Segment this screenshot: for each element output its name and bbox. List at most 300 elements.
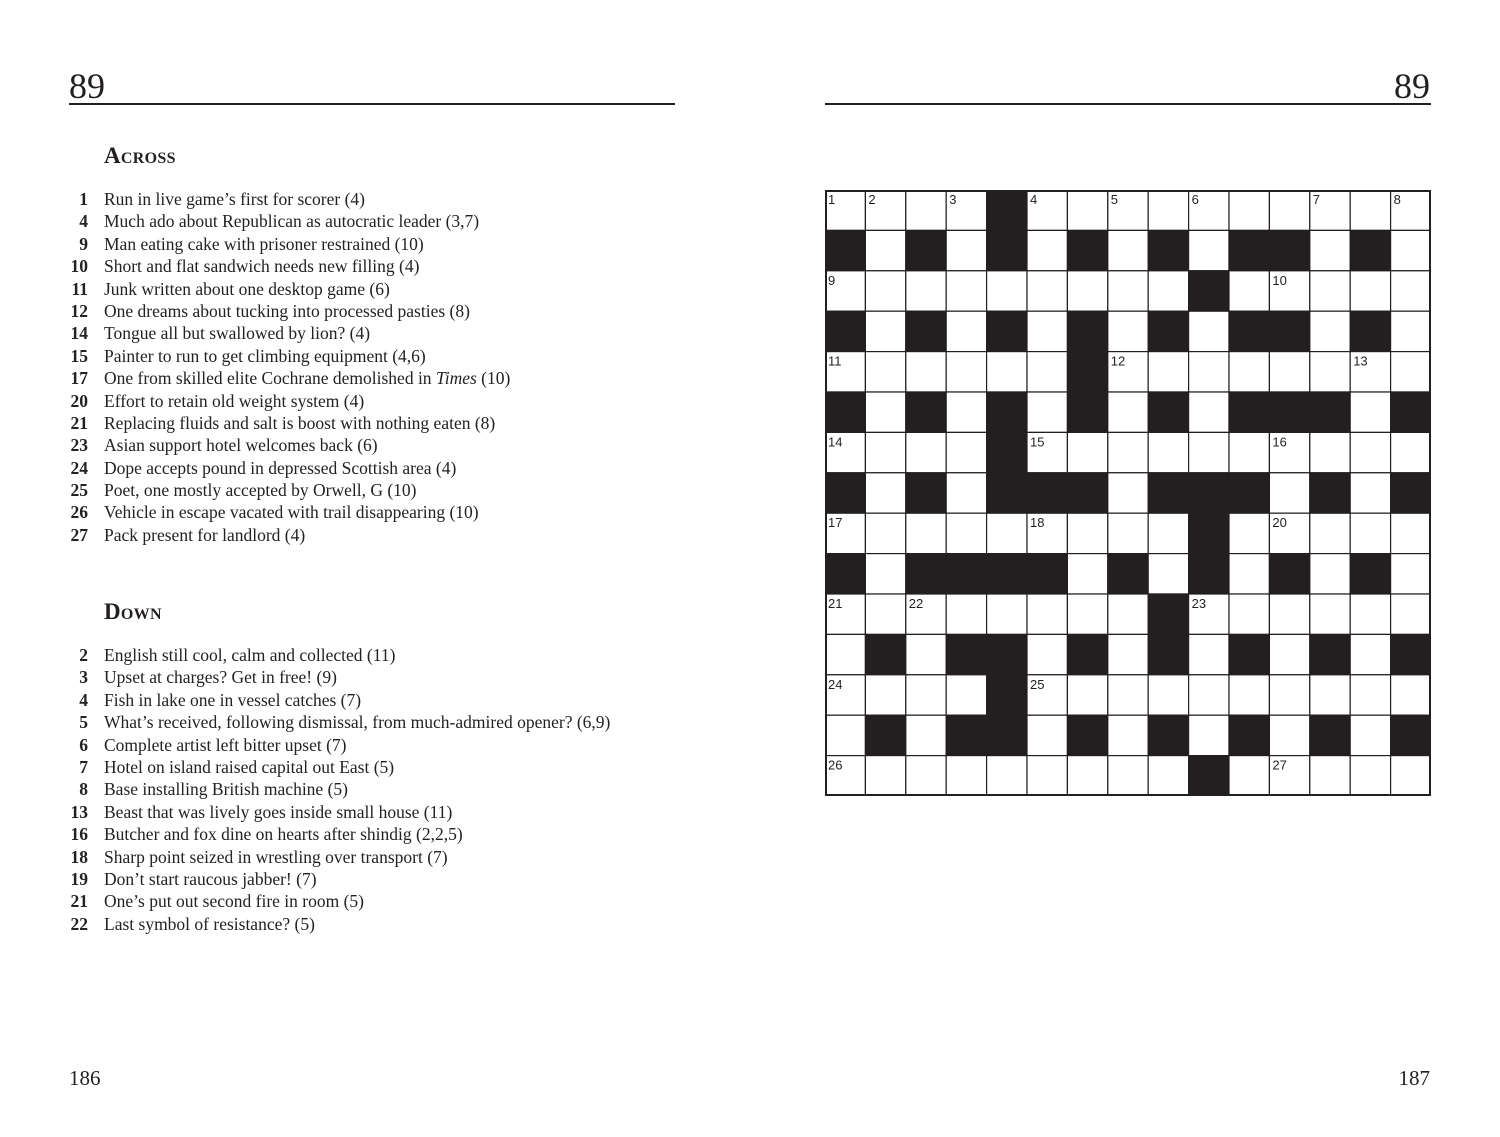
clue-number: 8: [79, 779, 88, 800]
down-clue: [60, 756, 720, 778]
grid-block: [1391, 473, 1431, 513]
grid-cell[interactable]: [1310, 230, 1350, 270]
header-rule: [69, 103, 675, 105]
clue-text: Man eating cake with prisoner restrained (10): [104, 233, 424, 254]
grid-cell[interactable]: [1067, 432, 1107, 472]
across-heading: Across: [104, 143, 176, 168]
grid-cell[interactable]: [1310, 311, 1350, 351]
grid-cell[interactable]: [1269, 473, 1309, 513]
grid-block: [946, 554, 986, 594]
grid-cell[interactable]: [1027, 392, 1067, 432]
grid-block: [1229, 392, 1269, 432]
right-page: [750, 0, 1500, 1137]
grid-block: [987, 675, 1027, 715]
grid-cell[interactable]: [1269, 352, 1309, 392]
cell-number: 2: [868, 192, 876, 207]
grid-cell[interactable]: [1108, 513, 1148, 553]
grid-block: [825, 473, 865, 513]
clue-number: 12: [70, 300, 88, 321]
cell-number: 10: [1272, 272, 1287, 288]
cell-number: 23: [1191, 596, 1207, 611]
grid-cell[interactable]: [1350, 756, 1390, 796]
grid-cell[interactable]: [1391, 756, 1431, 796]
grid-cell[interactable]: [1350, 715, 1390, 755]
down-clue: [60, 846, 720, 868]
grid-block: [1189, 756, 1229, 796]
grid-block: [987, 715, 1027, 755]
grid-cell[interactable]: [1027, 230, 1067, 270]
grid-cell[interactable]: [865, 352, 905, 392]
grid-cell[interactable]: [1067, 675, 1107, 715]
grid-cell[interactable]: [1108, 311, 1148, 351]
grid-block: [1350, 554, 1390, 594]
grid-cell[interactable]: [1189, 675, 1229, 715]
cell-number: 13: [1353, 353, 1368, 369]
grid-cell[interactable]: [1027, 271, 1067, 311]
grid-cell[interactable]: [906, 675, 946, 715]
header-rule: [825, 103, 1431, 105]
clue-number: 15: [70, 345, 88, 366]
clue-text: Last symbol of resistance? (5): [104, 913, 315, 934]
clue-text: Beast that was lively goes inside small house (11): [104, 801, 453, 822]
grid-block: [1189, 271, 1229, 311]
grid-cell[interactable]: [987, 513, 1027, 553]
grid-cell[interactable]: [1108, 432, 1148, 472]
clue-number: 1: [79, 189, 88, 209]
grid-block: [1229, 473, 1269, 513]
clue-number: 5: [79, 712, 88, 733]
grid-block: [1229, 715, 1269, 755]
clue-number: 24: [70, 457, 88, 478]
grid-cell[interactable]: [946, 513, 986, 553]
page-number: 187: [1398, 1066, 1430, 1090]
cell-number: 4: [1030, 192, 1038, 207]
across-clue: [60, 210, 720, 232]
grid-cell[interactable]: [1269, 715, 1309, 755]
grid-cell[interactable]: [1067, 554, 1107, 594]
grid-block: [1027, 554, 1067, 594]
grid-cell[interactable]: [1391, 271, 1431, 311]
clue-text: Much ado about Republican as autocratic leader (3,7): [104, 211, 480, 232]
grid-cell[interactable]: [946, 311, 986, 351]
grid-cell[interactable]: [1067, 271, 1107, 311]
grid-cell[interactable]: [1067, 756, 1107, 796]
grid-cell[interactable]: [1108, 675, 1148, 715]
grid-cell[interactable]: [1148, 756, 1188, 796]
down-clue: [60, 666, 720, 688]
grid-cell[interactable]: [1391, 594, 1431, 634]
down-clue: [60, 689, 720, 711]
grid-block: [825, 230, 865, 270]
grid-block: [1027, 473, 1067, 513]
grid-cell[interactable]: [1148, 271, 1188, 311]
cell-number: 26: [828, 757, 843, 773]
grid-cell[interactable]: [1391, 675, 1431, 715]
grid-cell[interactable]: [1108, 473, 1148, 513]
grid-cell[interactable]: [1189, 352, 1229, 392]
grid-cell[interactable]: [1108, 756, 1148, 796]
grid-cell[interactable]: [1391, 432, 1431, 472]
cell-number: 6: [1191, 192, 1199, 207]
across-clue: [60, 501, 720, 523]
clue-number: 20: [70, 390, 88, 411]
clue-number: 27: [70, 524, 88, 545]
grid-cell[interactable]: [1108, 594, 1148, 634]
grid-cell[interactable]: [1391, 554, 1431, 594]
across-clue: [60, 322, 720, 344]
grid-cell[interactable]: [1269, 634, 1309, 674]
cell-number: 7: [1312, 192, 1321, 207]
grid-cell[interactable]: [946, 594, 986, 634]
grid-cell[interactable]: [1027, 756, 1067, 796]
grid-block: [1391, 715, 1431, 755]
clue-number: 7: [79, 756, 88, 777]
clue-number: 21: [70, 412, 88, 433]
cell-number: 27: [1272, 757, 1287, 773]
clue-text: English still cool, calm and collected (11): [104, 645, 396, 665]
grid-cell[interactable]: [1027, 634, 1067, 674]
page-number: 186: [69, 1066, 101, 1090]
grid-cell[interactable]: [1027, 594, 1067, 634]
grid-block: [1067, 634, 1107, 674]
grid-cell[interactable]: [906, 271, 946, 311]
grid-cell[interactable]: [1067, 513, 1107, 553]
grid-block: [1310, 473, 1350, 513]
grid-block: [987, 230, 1027, 270]
grid-block: [825, 554, 865, 594]
across-clue: [60, 479, 720, 501]
grid-block: [1189, 554, 1229, 594]
grid-cell[interactable]: [1310, 756, 1350, 796]
grid-block: [865, 715, 905, 755]
cell-number: 12: [1110, 353, 1126, 369]
grid-cell[interactable]: [1108, 392, 1148, 432]
grid-block: [1148, 715, 1188, 755]
down-clue: [60, 868, 720, 890]
clue-text: Pack present for landlord (4): [104, 524, 306, 545]
grid-block: [825, 311, 865, 351]
grid-cell[interactable]: [906, 352, 946, 392]
grid-block: [1189, 473, 1229, 513]
grid-cell[interactable]: [1229, 554, 1269, 594]
across-clue: [60, 524, 720, 546]
grid-cell[interactable]: [1391, 352, 1431, 392]
grid-cell[interactable]: [987, 756, 1027, 796]
grid-block: [1229, 311, 1269, 351]
grid-cell[interactable]: [1189, 392, 1229, 432]
grid-cell[interactable]: [1350, 594, 1390, 634]
cell-number: 20: [1272, 515, 1287, 531]
clue-number: 4: [79, 689, 88, 710]
grid-cell[interactable]: [1310, 594, 1350, 634]
grid-cell[interactable]: [1350, 634, 1390, 674]
grid-cell[interactable]: [946, 271, 986, 311]
clue-number: 26: [70, 502, 88, 523]
clue-number: 13: [70, 801, 88, 822]
grid-cell[interactable]: [1350, 513, 1390, 553]
clue-text: What’s received, following dismissal, from much-admired opener? (6,9): [104, 712, 611, 733]
grid-cell[interactable]: [1229, 432, 1269, 472]
across-clue: [60, 345, 720, 367]
clue-text: Don’t start raucous jabber! (7): [104, 868, 317, 889]
clue-number: 3: [79, 667, 88, 688]
grid-cell[interactable]: [1391, 513, 1431, 553]
grid-block: [1067, 392, 1107, 432]
clue-text: Vehicle in escape vacated with trail disappearing (10): [104, 502, 479, 523]
grid-cell[interactable]: [1391, 230, 1431, 270]
cell-number: 16: [1272, 434, 1287, 450]
grid-cell[interactable]: [825, 634, 865, 674]
grid-cell[interactable]: [906, 715, 946, 755]
clue-text: Junk written about one desktop game (6): [104, 278, 390, 299]
grid-cell[interactable]: [1067, 190, 1107, 230]
grid-cell[interactable]: [865, 311, 905, 351]
clue-number: 23: [70, 435, 88, 456]
clue-text: Replacing fluids and salt is boost with nothing eaten (8): [104, 412, 496, 433]
grid-cell[interactable]: [1108, 715, 1148, 755]
grid-cell[interactable]: [1269, 594, 1309, 634]
clue-text: One from skilled elite Cochrane demolished in Times (10): [104, 368, 511, 389]
cell-number: 18: [1030, 515, 1045, 531]
grid-block: [1148, 473, 1188, 513]
grid-block: [987, 432, 1027, 472]
grid-cell[interactable]: [865, 473, 905, 513]
grid-cell[interactable]: [987, 271, 1027, 311]
grid-block: [1310, 392, 1350, 432]
grid-cell[interactable]: [825, 715, 865, 755]
grid-cell[interactable]: [1229, 190, 1269, 230]
puzzle-number: 89: [1394, 66, 1430, 106]
cell-number: 24: [828, 676, 843, 692]
grid-cell[interactable]: [987, 594, 1027, 634]
clue-text: Short and flat sandwich needs new filling (4): [104, 256, 420, 277]
grid-cell[interactable]: [1229, 594, 1269, 634]
grid-cell[interactable]: [1148, 432, 1188, 472]
grid-cell[interactable]: [1310, 352, 1350, 392]
grid-cell[interactable]: [1108, 634, 1148, 674]
clue-number: 9: [79, 233, 88, 254]
clue-text: Tongue all but swallowed by lion? (4): [104, 323, 371, 344]
grid-cell[interactable]: [946, 675, 986, 715]
across-clue: [60, 434, 720, 456]
cell-number: 3: [949, 192, 957, 207]
grid-cell[interactable]: [1310, 554, 1350, 594]
grid-cell[interactable]: [946, 756, 986, 796]
clue-number: 14: [70, 323, 88, 344]
grid-cell[interactable]: [1350, 392, 1390, 432]
grid-cell[interactable]: [1148, 675, 1188, 715]
down-clue: [60, 711, 720, 733]
across-clue: [60, 390, 720, 412]
grid-block: [1269, 311, 1309, 351]
cell-number: 9: [828, 272, 836, 288]
grid-cell[interactable]: [1350, 190, 1390, 230]
grid-block: [987, 554, 1027, 594]
grid-block: [1310, 634, 1350, 674]
clue-text: Poet, one mostly accepted by Orwell, G (10): [104, 480, 417, 501]
grid-cell[interactable]: [906, 756, 946, 796]
clue-text: Effort to retain old weight system (4): [104, 390, 365, 411]
grid-block: [987, 473, 1027, 513]
down-clue: [60, 801, 720, 823]
grid-cell[interactable]: [865, 230, 905, 270]
crossword-grid-svg: [825, 190, 1431, 796]
grid-cell[interactable]: [865, 675, 905, 715]
clue-text: Painter to run to get climbing equipment (4,6): [104, 345, 426, 366]
grid-block: [1148, 230, 1188, 270]
down-clue: [60, 823, 720, 845]
grid-block: [987, 190, 1027, 230]
grid-cell[interactable]: [906, 190, 946, 230]
grid-block: [1067, 473, 1107, 513]
grid-cell[interactable]: [906, 634, 946, 674]
grid-cell[interactable]: [1108, 271, 1148, 311]
grid-cell[interactable]: [1229, 513, 1269, 553]
grid-block: [1067, 352, 1107, 392]
puzzle-number: 89: [69, 66, 105, 106]
grid-cell[interactable]: [865, 756, 905, 796]
across-clue: [60, 457, 720, 479]
clue-number: 21: [70, 891, 88, 912]
clue-text: Base installing British machine (5): [104, 779, 348, 800]
clue-text: Run in live game’s first for scorer (4): [104, 189, 365, 209]
cell-number: 11: [828, 353, 842, 369]
clue-text: Upset at charges? Get in free! (9): [104, 667, 337, 688]
grid-block: [987, 311, 1027, 351]
cell-number: 19: [1191, 515, 1207, 531]
grid-cell[interactable]: [1229, 756, 1269, 796]
grid-cell[interactable]: [1269, 190, 1309, 230]
grid-cell[interactable]: [1148, 190, 1188, 230]
grid-block: [1108, 554, 1148, 594]
grid-block: [1067, 311, 1107, 351]
grid-block: [1350, 230, 1390, 270]
clue-number: 4: [79, 211, 88, 232]
grid-cell[interactable]: [906, 432, 946, 472]
clue-text: Fish in lake one in vessel catches (7): [104, 689, 362, 710]
cell-number: 5: [1110, 192, 1119, 207]
grid-cell[interactable]: [1027, 311, 1067, 351]
grid-block: [987, 634, 1027, 674]
clue-number: 2: [79, 645, 88, 665]
across-clue: [60, 367, 720, 389]
grid-cell[interactable]: [946, 230, 986, 270]
grid-cell[interactable]: [1108, 230, 1148, 270]
grid-block: [1229, 230, 1269, 270]
down-heading: Down: [104, 599, 162, 624]
grid-cell[interactable]: [946, 432, 986, 472]
cell-number: 25: [1030, 676, 1045, 692]
grid-cell[interactable]: [1269, 675, 1309, 715]
grid-cell[interactable]: [1189, 311, 1229, 351]
grid-block: [906, 473, 946, 513]
grid-cell[interactable]: [1310, 675, 1350, 715]
clue-italic: Times: [435, 368, 477, 389]
grid-cell[interactable]: [946, 473, 986, 513]
down-clue: [60, 734, 720, 756]
grid-block: [1229, 634, 1269, 674]
grid-block: [825, 392, 865, 432]
grid-block: [1269, 392, 1309, 432]
grid-cell[interactable]: [1189, 634, 1229, 674]
grid-cell[interactable]: [1148, 352, 1188, 392]
grid-block: [946, 634, 986, 674]
grid-cell[interactable]: [865, 554, 905, 594]
grid-cell[interactable]: [946, 352, 986, 392]
across-clue: [60, 188, 720, 210]
cell-number: 21: [828, 596, 843, 611]
grid-block: [1391, 392, 1431, 432]
grid-cell[interactable]: [1229, 271, 1269, 311]
down-clue: [60, 913, 720, 935]
clue-number: 19: [70, 868, 88, 889]
grid-block: [865, 634, 905, 674]
grid-block: [906, 230, 946, 270]
grid-cell[interactable]: [1027, 352, 1067, 392]
grid-cell[interactable]: [1350, 675, 1390, 715]
grid-cell[interactable]: [1350, 473, 1390, 513]
grid-cell[interactable]: [1189, 715, 1229, 755]
grid-block: [1148, 311, 1188, 351]
across-clue: [60, 278, 720, 300]
cell-number: 1: [828, 192, 836, 207]
grid-block: [1269, 554, 1309, 594]
down-clue: [60, 778, 720, 800]
clue-text: One dreams about tucking into processed pasties (8): [104, 300, 470, 321]
grid-cell[interactable]: [1148, 554, 1188, 594]
grid-block: [1148, 634, 1188, 674]
grid-block: [1269, 230, 1309, 270]
grid-cell[interactable]: [1350, 271, 1390, 311]
clue-text: Complete artist left bitter upset (7): [104, 734, 347, 755]
grid-cell[interactable]: [865, 432, 905, 472]
down-clue: [60, 644, 720, 666]
grid-cell[interactable]: [987, 352, 1027, 392]
clue-text: Hotel on island raised capital out East (5): [104, 756, 395, 777]
grid-cell[interactable]: [1391, 311, 1431, 351]
cell-number: 15: [1030, 434, 1045, 450]
grid-cell[interactable]: [1027, 715, 1067, 755]
grid-cell[interactable]: [1229, 352, 1269, 392]
grid-cell[interactable]: [865, 271, 905, 311]
grid-cell[interactable]: [1229, 675, 1269, 715]
grid-cell[interactable]: [865, 594, 905, 634]
clue-number: 16: [70, 824, 88, 845]
grid-block: [1067, 715, 1107, 755]
grid-cell[interactable]: [1189, 230, 1229, 270]
clue-text: Butcher and fox dine on hearts after shindig (2,2,5): [104, 824, 463, 845]
grid-block: [987, 392, 1027, 432]
grid-cell[interactable]: [1067, 594, 1107, 634]
grid-block: [1391, 634, 1431, 674]
grid-cell[interactable]: [1189, 432, 1229, 472]
clue-number: 10: [70, 256, 88, 277]
grid-cell[interactable]: [906, 513, 946, 553]
crossword-grid: [825, 190, 1431, 796]
clue-text: Dope accepts pound in depressed Scottish area (4): [104, 457, 457, 478]
grid-cell[interactable]: [865, 513, 905, 553]
grid-cell[interactable]: [865, 392, 905, 432]
grid-cell[interactable]: [946, 392, 986, 432]
grid-cell[interactable]: [1310, 271, 1350, 311]
grid-cell[interactable]: [1310, 513, 1350, 553]
grid-cell[interactable]: [1350, 432, 1390, 472]
cell-number: 8: [1393, 192, 1401, 207]
down-clue: [60, 890, 720, 912]
grid-cell[interactable]: [1148, 513, 1188, 553]
clue-number: 25: [70, 480, 88, 501]
grid-cell[interactable]: [1310, 432, 1350, 472]
